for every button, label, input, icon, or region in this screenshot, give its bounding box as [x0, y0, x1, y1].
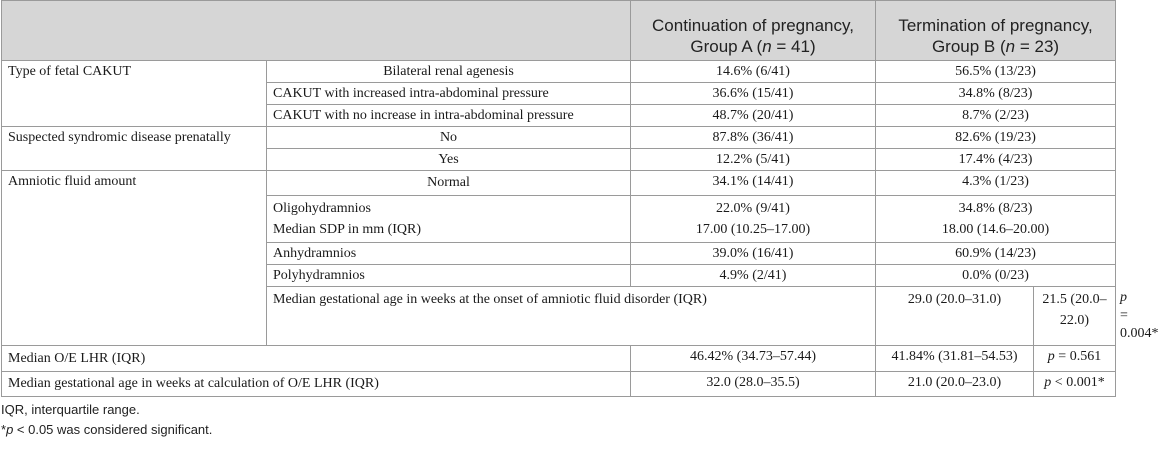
- group-b-value: 41.84% (31.81–54.53): [876, 346, 1034, 372]
- section-label-cakut: Type of fetal CAKUT: [2, 61, 267, 127]
- group-a-value: 87.8% (36/41): [631, 127, 876, 149]
- table-row: [2, 346, 1116, 372]
- header-group-b: Termination of pregnancy, Group B (n = 23): [876, 1, 1116, 61]
- group-a-value: 46.42% (34.73–57.44): [631, 346, 876, 372]
- group-a-value: 12.2% (5/41): [631, 149, 876, 171]
- sub-label: CAKUT with increased intra-abdominal pressure: [267, 83, 631, 105]
- group-b-value: 0.0% (0/23): [876, 265, 1116, 287]
- sub-label-oligo: Oligohydramnios Median SDP in mm (IQR): [267, 196, 631, 243]
- group-a-value: 4.9% (2/41): [631, 265, 876, 287]
- sub-label: Yes: [267, 149, 631, 171]
- table-row: [2, 127, 1116, 149]
- group-a-value: 36.6% (15/41): [631, 83, 876, 105]
- section-label-amniotic: Amniotic fluid amount: [2, 171, 267, 346]
- group-b-value: 4.3% (1/23): [876, 171, 1116, 196]
- group-b-value: 17.4% (4/23): [876, 149, 1116, 171]
- sub-label: CAKUT with no increase in intra-abdominal pressure: [267, 105, 631, 127]
- row-label-lhr-age: Median gestational age in weeks at calculation of O/E LHR (IQR): [2, 372, 631, 397]
- group-a-value: 39.0% (16/41): [631, 243, 876, 265]
- group-b-value: 34.8% (8/23) 18.00 (14.6–20.00): [876, 196, 1116, 243]
- sub-label: Normal: [267, 171, 631, 196]
- group-a-value: 29.0 (20.0–31.0): [876, 287, 1034, 346]
- row-label-lhr: Median O/E LHR (IQR): [2, 346, 631, 372]
- sub-label: Bilateral renal agenesis: [267, 61, 631, 83]
- group-a-value: 22.0% (9/41) 17.00 (10.25–17.00): [631, 196, 876, 243]
- results-table: [1, 0, 1159, 397]
- p-value: p < 0.001*: [1034, 372, 1116, 397]
- group-a-value: 48.7% (20/41): [631, 105, 876, 127]
- footnotes: [1, 400, 212, 440]
- group-b-value: 8.7% (2/23): [876, 105, 1116, 127]
- p-value: p = 0.561: [1034, 346, 1116, 372]
- group-a-value: 14.6% (6/41): [631, 61, 876, 83]
- sub-label: Polyhydramnios: [267, 265, 631, 287]
- sub-label: No: [267, 127, 631, 149]
- table-row: Median gestational age in weeks at the onset of amniotic fluid disorder (IQR) 29.0 (20.0–31.0) 21.5 (20.0–22.0) p = 0.004*: [2, 287, 1116, 346]
- footnote-significance: *p < 0.05 was considered significant.: [1, 422, 213, 437]
- group-b-value: 21.5 (20.0–22.0): [1034, 287, 1116, 346]
- section-label-syndromic: Suspected syndromic disease prenatally: [2, 127, 267, 171]
- table-row: [2, 372, 1116, 397]
- group-b-value: 82.6% (19/23): [876, 127, 1116, 149]
- group-b-value: 60.9% (14/23): [876, 243, 1116, 265]
- group-b-value: 21.0 (20.0–23.0): [876, 372, 1034, 397]
- header-row: [2, 1, 1116, 61]
- table-row: [2, 61, 1116, 83]
- group-a-value: 32.0 (28.0–35.5): [631, 372, 876, 397]
- group-b-value: 34.8% (8/23): [876, 83, 1116, 105]
- footnote-iqr: IQR, interquartile range.: [1, 402, 140, 417]
- group-b-value: 56.5% (13/23): [876, 61, 1116, 83]
- table-row: [2, 171, 1116, 196]
- header-empty-cell: [2, 1, 631, 61]
- sub-label: Anhydramnios: [267, 243, 631, 265]
- header-group-a: Continuation of pregnancy, Group A (n = 41): [631, 1, 876, 61]
- group-a-value: 34.1% (14/41): [631, 171, 876, 196]
- row-label-onset: Median gestational age in weeks at the onset of amniotic fluid disorder (IQR): [267, 287, 876, 346]
